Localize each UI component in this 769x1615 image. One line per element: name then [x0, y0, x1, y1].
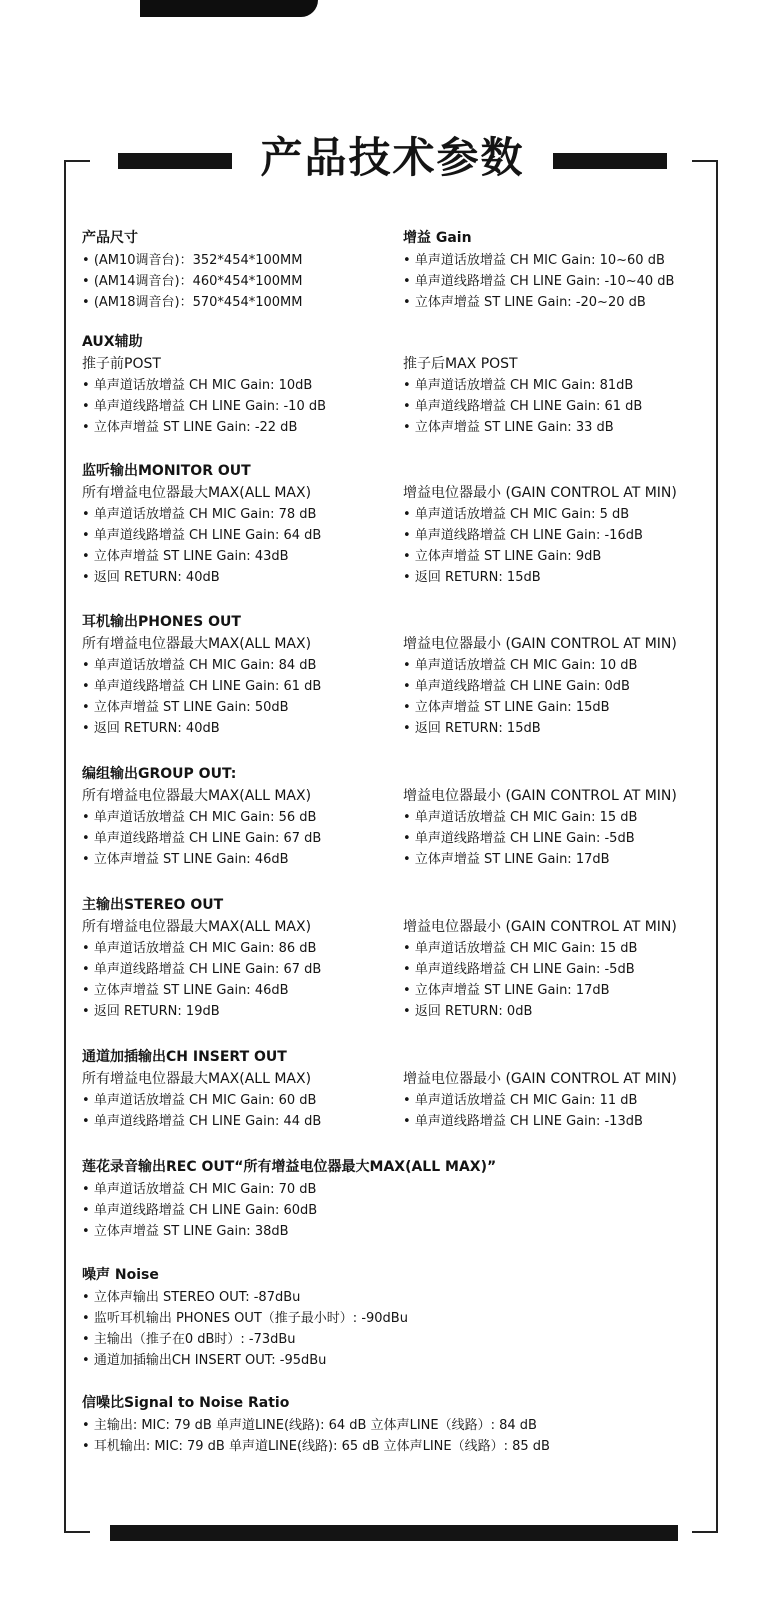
phones-heading: 耳机输出PHONES OUT — [82, 614, 241, 630]
section-monitor-max — [82, 461, 321, 588]
list-item: • 单声道线路增益 CH LINE Gain: 67 dB — [82, 959, 321, 980]
insert-min-sub: 增益电位器最小 (GAIN CONTROL AT MIN) — [403, 1071, 677, 1087]
list-item: • 立体声增益 ST LINE Gain: 33 dB — [403, 417, 642, 438]
list-item: • 单声道线路增益 CH LINE Gain: -10 dB — [82, 396, 326, 417]
section-insert-min — [403, 1069, 677, 1132]
list-item: • 单声道话放增益 CH MIC Gain: 56 dB — [82, 807, 321, 828]
section-stereo-max — [82, 895, 321, 1022]
list-item: • 单声道话放增益 CH MIC Gain: 81dB — [403, 375, 642, 396]
list-item: • 单声道话放增益 CH MIC Gain: 10~60 dB — [403, 250, 674, 271]
list-item: • 单声道线路增益 CH LINE Gain: 67 dB — [82, 828, 321, 849]
list-item: • 立体声输出 STEREO OUT: -87dBu — [82, 1287, 408, 1308]
stereo-min-sub: 增益电位器最小 (GAIN CONTROL AT MIN) — [403, 919, 677, 935]
list-item: • 监听耳机输出 PHONES OUT（推子最小时）: -90dBu — [82, 1308, 408, 1329]
list-item: • 立体声增益 ST LINE Gain: 38dB — [82, 1221, 496, 1242]
section-phones-max — [82, 612, 321, 739]
list-item: • 单声道线路增益 CH LINE Gain: -5dB — [403, 959, 677, 980]
list-item: • (AM18调音台)：570*454*100MM — [82, 292, 302, 313]
size-heading: 产品尺寸 — [82, 230, 138, 246]
list-item: • 返回 RETURN: 40dB — [82, 567, 321, 588]
frame-right-line — [716, 160, 718, 1532]
stereo-max-sub: 所有增益电位器最大MAX(ALL MAX) — [82, 919, 312, 935]
list-item: • 返回 RETURN: 40dB — [82, 718, 321, 739]
list-item: • 立体声增益 ST LINE Gain: -22 dB — [82, 417, 326, 438]
section-monitor-min — [403, 483, 677, 588]
list-item: • 单声道线路增益 CH LINE Gain: 61 dB — [403, 396, 642, 417]
list-item: • 单声道话放增益 CH MIC Gain: 10dB — [82, 375, 326, 396]
list-item: • 单声道话放增益 CH MIC Gain: 15 dB — [403, 807, 677, 828]
list-item: • 立体声增益 ST LINE Gain: 46dB — [82, 849, 321, 870]
list-item: • 单声道线路增益 CH LINE Gain: 61 dB — [82, 676, 321, 697]
group-heading: 编组输出GROUP OUT: — [82, 766, 237, 782]
group-min-list — [403, 807, 677, 870]
list-item: • 单声道话放增益 CH MIC Gain: 84 dB — [82, 655, 321, 676]
section-aux-post — [403, 354, 642, 438]
insert-heading: 通道加插输出CH INSERT OUT — [82, 1049, 287, 1065]
insert-min-list — [403, 1090, 677, 1132]
gain-heading: 增益 Gain — [403, 230, 472, 246]
section-snr — [82, 1393, 550, 1457]
list-item: • (AM10调音台)：352*454*100MM — [82, 250, 302, 271]
frame-left-line — [64, 160, 66, 1532]
aux-heading: AUX辅助 — [82, 334, 143, 350]
section-group-max — [82, 764, 321, 870]
list-item: • 主输出（推子在0 dB时）: -73dBu — [82, 1329, 408, 1350]
stereo-heading: 主输出STEREO OUT — [82, 897, 224, 913]
top-decor-bar — [140, 0, 318, 17]
list-item: • (AM14调音台)：460*454*100MM — [82, 271, 302, 292]
phones-min-sub: 增益电位器最小 (GAIN CONTROL AT MIN) — [403, 636, 677, 652]
list-item: • 单声道话放增益 CH MIC Gain: 86 dB — [82, 938, 321, 959]
title-bar-left — [118, 153, 232, 169]
insert-max-list — [82, 1090, 321, 1132]
aux-post-sub: 推子后MAX POST — [403, 356, 518, 372]
list-item: • 通道加插输出CH INSERT OUT: -95dBu — [82, 1350, 408, 1371]
list-item: • 单声道线路增益 CH LINE Gain: 60dB — [82, 1200, 496, 1221]
list-item: • 立体声增益 ST LINE Gain: 46dB — [82, 980, 321, 1001]
noise-list — [82, 1287, 408, 1371]
gain-list — [403, 250, 674, 313]
rec-heading: 莲花录音输出REC OUT“所有增益电位器最大MAX(ALL MAX)” — [82, 1159, 497, 1175]
section-rec — [82, 1157, 496, 1242]
section-group-min — [403, 786, 677, 870]
list-item: • 立体声增益 ST LINE Gain: 17dB — [403, 980, 677, 1001]
insert-max-sub: 所有增益电位器最大MAX(ALL MAX) — [82, 1071, 312, 1087]
rec-list — [82, 1179, 496, 1242]
section-insert-max — [82, 1047, 321, 1132]
section-stereo-min — [403, 917, 677, 1022]
monitor-heading: 监听输出MONITOR OUT — [82, 463, 251, 479]
list-item: • 单声道话放增益 CH MIC Gain: 60 dB — [82, 1090, 321, 1111]
phones-max-list — [82, 655, 321, 739]
phones-max-sub: 所有增益电位器最大MAX(ALL MAX) — [82, 636, 312, 652]
page-title: 产品技术参数 — [260, 133, 525, 182]
list-item: • 立体声增益 ST LINE Gain: 43dB — [82, 546, 321, 567]
list-item: • 立体声增益 ST LINE Gain: 15dB — [403, 697, 677, 718]
size-list — [82, 250, 302, 313]
bottom-decor-bar — [110, 1525, 678, 1541]
monitor-max-sub: 所有增益电位器最大MAX(ALL MAX) — [82, 485, 312, 501]
section-size — [82, 228, 302, 313]
frame-corner-tl — [64, 160, 90, 162]
list-item: • 单声道话放增益 CH MIC Gain: 11 dB — [403, 1090, 677, 1111]
frame-corner-br — [692, 1531, 718, 1533]
list-item: • 主输出: MIC: 79 dB 单声道LINE(线路): 64 dB 立体声LINE（线路）: 84 dB — [82, 1415, 550, 1436]
list-item: • 立体声增益 ST LINE Gain: 9dB — [403, 546, 677, 567]
monitor-max-list — [82, 504, 321, 588]
list-item: • 耳机输出: MIC: 79 dB 单声道LINE(线路): 65 dB 立体声LINE（线路）: 85 dB — [82, 1436, 550, 1457]
list-item: • 单声道线路增益 CH LINE Gain: 0dB — [403, 676, 677, 697]
group-max-list — [82, 807, 321, 870]
list-item: • 单声道话放增益 CH MIC Gain: 15 dB — [403, 938, 677, 959]
section-gain — [403, 228, 674, 313]
list-item: • 立体声增益 ST LINE Gain: 50dB — [82, 697, 321, 718]
list-item: • 单声道线路增益 CH LINE Gain: 44 dB — [82, 1111, 321, 1132]
list-item: • 单声道线路增益 CH LINE Gain: 64 dB — [82, 525, 321, 546]
list-item: • 单声道话放增益 CH MIC Gain: 10 dB — [403, 655, 677, 676]
frame-corner-tr — [692, 160, 718, 162]
stereo-min-list — [403, 938, 677, 1022]
aux-pre-sub: 推子前POST — [82, 356, 161, 372]
list-item: • 返回 RETURN: 19dB — [82, 1001, 321, 1022]
list-item: • 返回 RETURN: 0dB — [403, 1001, 677, 1022]
list-item: • 返回 RETURN: 15dB — [403, 567, 677, 588]
monitor-min-list — [403, 504, 677, 588]
list-item: • 单声道线路增益 CH LINE Gain: -10~40 dB — [403, 271, 674, 292]
group-min-sub: 增益电位器最小 (GAIN CONTROL AT MIN) — [403, 788, 677, 804]
list-item: • 单声道话放增益 CH MIC Gain: 70 dB — [82, 1179, 496, 1200]
list-item: • 返回 RETURN: 15dB — [403, 718, 677, 739]
snr-heading: 信噪比Signal to Noise Ratio — [82, 1395, 290, 1411]
stereo-max-list — [82, 938, 321, 1022]
list-item: • 立体声增益 ST LINE Gain: 17dB — [403, 849, 677, 870]
list-item: • 单声道线路增益 CH LINE Gain: -16dB — [403, 525, 677, 546]
list-item: • 单声道话放增益 CH MIC Gain: 78 dB — [82, 504, 321, 525]
section-phones-min — [403, 634, 677, 739]
monitor-min-sub: 增益电位器最小 (GAIN CONTROL AT MIN) — [403, 485, 677, 501]
group-max-sub: 所有增益电位器最大MAX(ALL MAX) — [82, 788, 312, 804]
noise-heading: 噪声 Noise — [82, 1267, 159, 1283]
list-item: • 单声道线路增益 CH LINE Gain: -13dB — [403, 1111, 677, 1132]
list-item: • 立体声增益 ST LINE Gain: -20~20 dB — [403, 292, 674, 313]
list-item: • 单声道话放增益 CH MIC Gain: 5 dB — [403, 504, 677, 525]
frame-corner-bl — [64, 1531, 90, 1533]
phones-min-list — [403, 655, 677, 739]
aux-post-list — [403, 375, 642, 438]
snr-list — [82, 1415, 550, 1457]
title-bar-right — [553, 153, 667, 169]
section-aux-pre — [82, 332, 326, 438]
list-item: • 单声道线路增益 CH LINE Gain: -5dB — [403, 828, 677, 849]
section-noise — [82, 1265, 408, 1371]
aux-pre-list — [82, 375, 326, 438]
